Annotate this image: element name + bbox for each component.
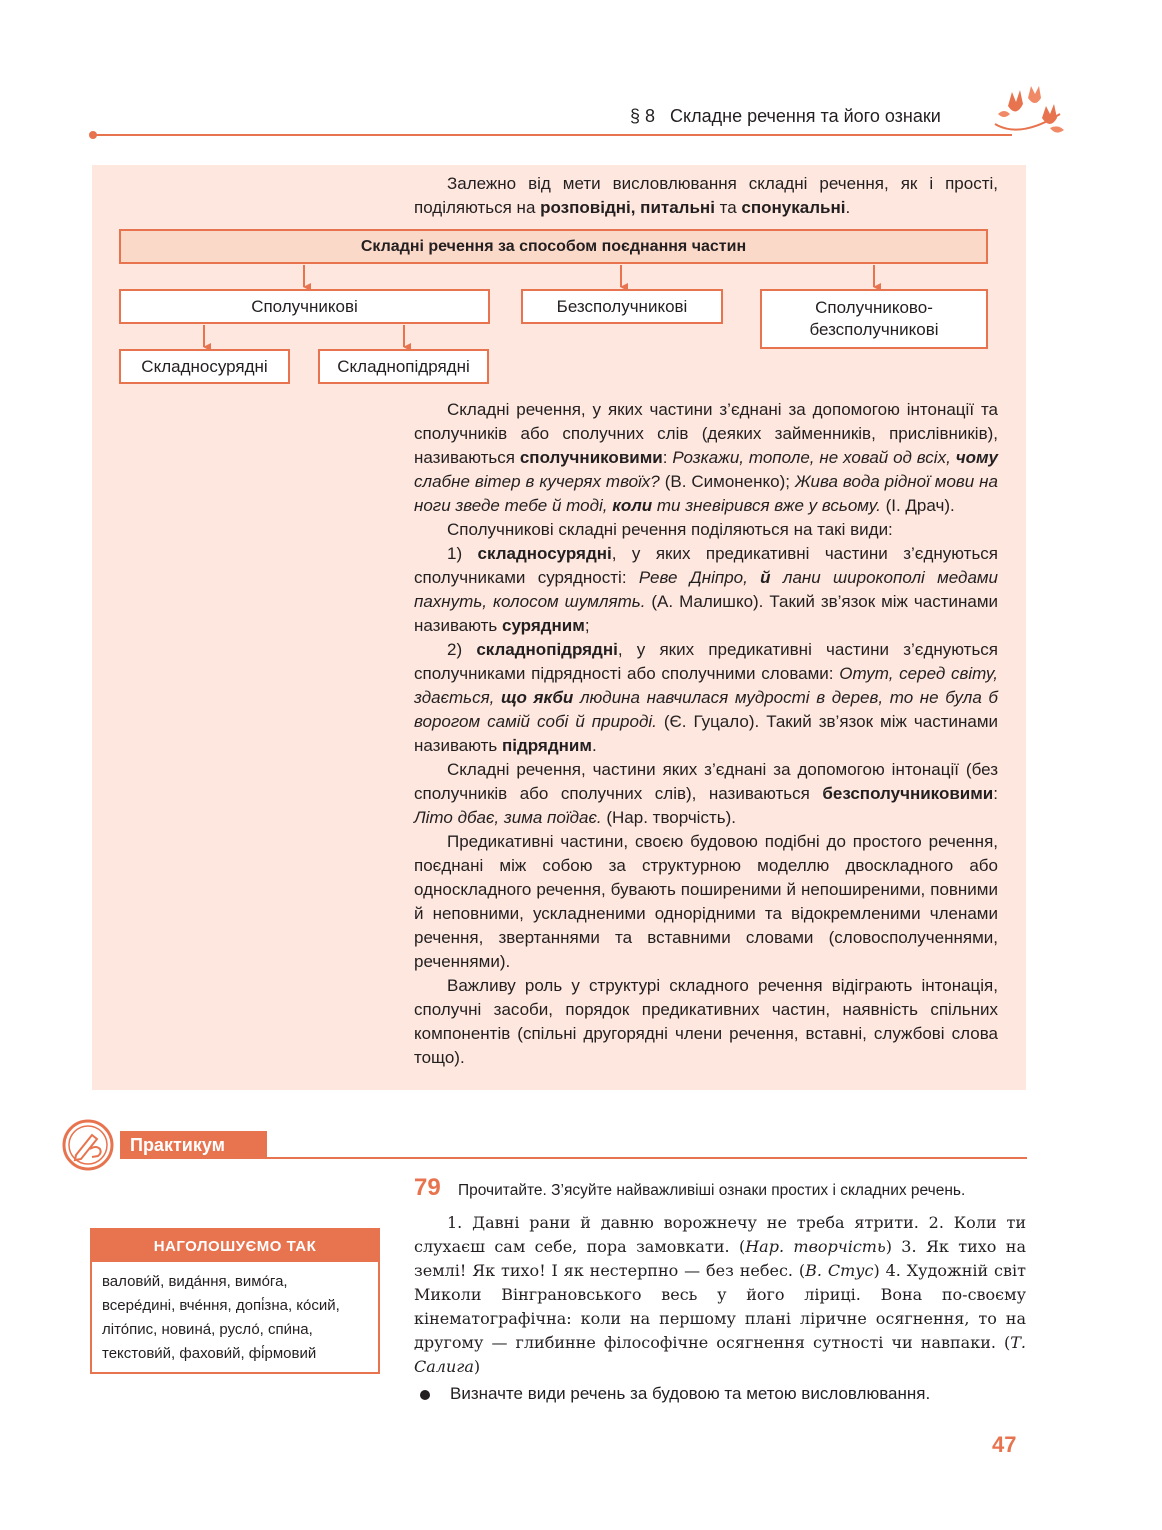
exercise-text: 1. Давні рани й давню ворожнечу не треба ятрити. 2. Коли ти слухаєш сам себе, пора замовкати. (Нар. творчість) 3. Як тихо на землі! Як тихо! І як нестерпно — без небес. (В. Стус) 4. Художній світ Миколи Вінграновського весь у його ліриці. Вона по-своєму кінематографічна: коли на першому плані ліричне осягнення, то на другому — глибинне філософічне осягнення сутності чи навпаки. (Т. Салига) <box>414 1213 1026 1376</box>
paragraph-structure: Важливу роль у структурі складного речення відіграють інтонація, сполучні засоби, порядок предикативних частин, наявність спільних компонентів (спільні другорядні члени речення, вставні, службові слова тощо). <box>414 976 998 1067</box>
paragraph-conjunctive: Складні речення, у яких частини з’єднані за допомогою інтонації та сполучників або сполучних слів (деяких займенників, прислівників), називаються сполучниковими: Розкажи, тополе, не ховай од всіх, чому слабне вітер в кучерях твоїх? (В. Симоненко); Жива вода рідної мови на ноги зведе тебе й тоді, коли ти зневірився вже у всьому. (І. Драч). <box>414 400 999 515</box>
running-header <box>630 106 941 127</box>
header-rule <box>92 134 1012 136</box>
practicum-rule <box>267 1157 1027 1159</box>
practicum-label: Практикум <box>120 1131 267 1159</box>
diagram-box-conjunctive: Сполучникові <box>119 289 490 324</box>
diagram-box-compound: Складносурядні <box>119 349 290 384</box>
paragraph-predicative: Предикативні частини, своєю будовою подібні до простого речення, поєднані між собою за структурною моделлю двоскладного або односкладного речення, бувають поширеними й непоширеними, повними й неповними, ускладненими однорідними та відокремленими членами речення, звертаннями та вставними словами (словосполученнями, реченнями). <box>414 832 998 971</box>
exercise-instruction: Визначте види речень за будовою та метою висловлювання. <box>450 1384 931 1403</box>
diagram-box-mixed: Сполучниково- безсполучникові <box>760 289 988 349</box>
section-number: § 8 <box>630 106 656 126</box>
intro-paragraph: Залежно від мети висловлювання складні речення, як і прості, поділяються на розповідні, питальні та спонукальні. <box>414 174 998 217</box>
theory-text <box>414 398 998 1070</box>
section-title: Складне речення та його ознаки <box>670 106 941 126</box>
bullet-icon <box>420 1390 430 1400</box>
flower-ornament-icon <box>990 84 1070 146</box>
paragraph-complex: 2) складнопідрядні, у яких предикативні частини з’єднуються сполучниками підрядності або сполучними словами: Отут, серед світу, здається, що якби людина навчилася мудрості в дерев, то не була б ворогом самій собі й природі. (Є. Гуцало). Такий зв’язок між частинами називають підрядним. <box>414 640 999 755</box>
paragraph-compound: 1) складносурядні, у яких предикативні частини з’єднуються сполучниками сурядності: Реве Дніпро, й лани широкополі медами пахнуть, колосом шумлять. (А. Малишко). Такий зв’язок між частинами називають сурядним; <box>414 544 999 635</box>
stress-words: валови́й, вида́ння, вимо́га, всере́дині, вче́ння, допі́зна, ко́сий, літо́пис, новина́, русло́, спи́на, текстови́й, фахови́й, фі́рмовий <box>102 1273 340 1362</box>
stress-heading: НАГОЛОШУЄМО ТАК <box>92 1230 378 1262</box>
exercise-task: Прочитайте. З’ясуйте найважливіші ознаки простих і складних речень. <box>458 1182 966 1199</box>
exercise-number: 79 <box>414 1174 441 1201</box>
paragraph-nonconjunctive: Складні речення, частини яких з’єднані за допомогою інтонації (без сполучників або сполучних слів), називаються безсполучниковими: Літо дбає, зима поїдає. (Нар. творчість). <box>414 760 998 827</box>
pen-hand-icon <box>62 1119 114 1171</box>
diagram-box-complex: Складнопідрядні <box>318 349 489 384</box>
diagram-box-nonconjunctive: Безсполучникові <box>521 289 723 324</box>
page-number: 47 <box>992 1432 1017 1457</box>
header-dot <box>89 131 97 139</box>
paragraph-types: Сполучникові складні речення поділяються на такі види: <box>447 520 893 539</box>
diagram-root-box: Складні речення за способом поєднання частин <box>119 229 988 264</box>
